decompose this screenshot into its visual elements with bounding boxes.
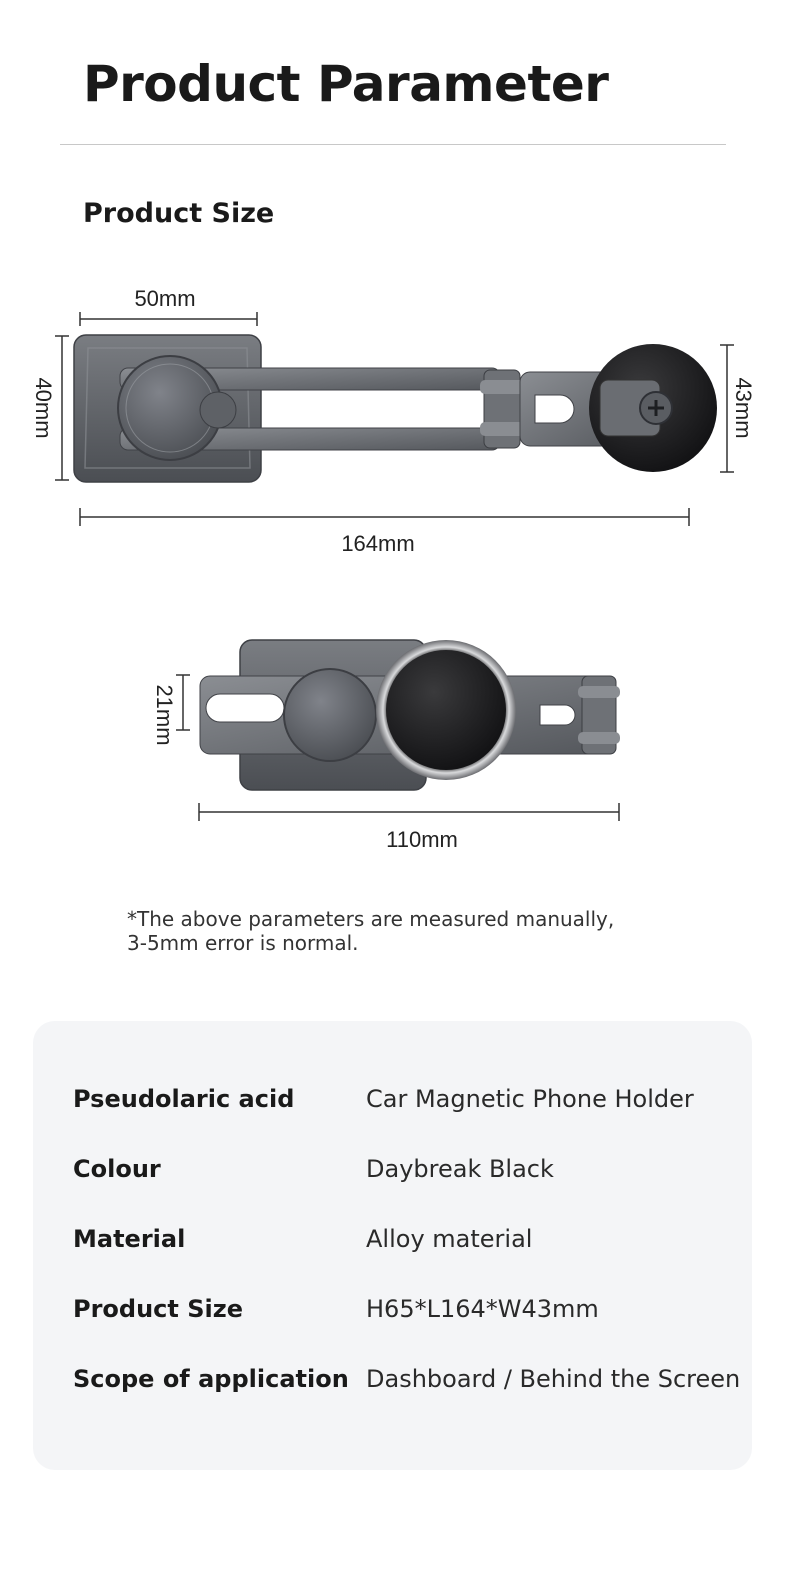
section-title-product-size: Product Size (83, 198, 275, 229)
spec-value: Car Magnetic Phone Holder (366, 1085, 694, 1113)
dim-right-height: 43mm (731, 377, 757, 439)
spec-row-colour (33, 1155, 752, 1195)
spec-label: Colour (73, 1155, 161, 1183)
spec-row-size (33, 1295, 752, 1335)
folded-holder (200, 640, 620, 790)
measurement-note-line1: *The above parameters are measured manually, (127, 907, 615, 931)
spec-label: Product Size (73, 1295, 243, 1323)
spec-table (33, 1021, 752, 1470)
dim-total-length: 164mm (341, 531, 415, 556)
spec-row-name (33, 1085, 752, 1125)
dim-folded-height: 21mm (152, 684, 178, 746)
page-title: Product Parameter (83, 55, 609, 113)
spec-label: Scope of application (73, 1365, 349, 1393)
spec-value: Daybreak Black (366, 1155, 554, 1183)
spec-value: H65*L164*W43mm (366, 1295, 599, 1323)
spec-value: Dashboard / Behind the Screen (366, 1365, 741, 1393)
spec-label: Material (73, 1225, 186, 1253)
dim-left-height: 40mm (31, 377, 57, 439)
dim-folded-length: 110mm (386, 827, 458, 852)
measurement-note-line2: 3-5mm error is normal. (127, 931, 359, 955)
spec-row-material (33, 1225, 752, 1265)
dim-top-width: 50mm (134, 286, 196, 311)
spec-value: Alloy material (366, 1225, 533, 1253)
spec-label: Pseudolaric acid (73, 1085, 295, 1113)
measurement-note (127, 907, 614, 955)
spec-row-scope (33, 1365, 752, 1405)
extended-holder (74, 335, 717, 482)
